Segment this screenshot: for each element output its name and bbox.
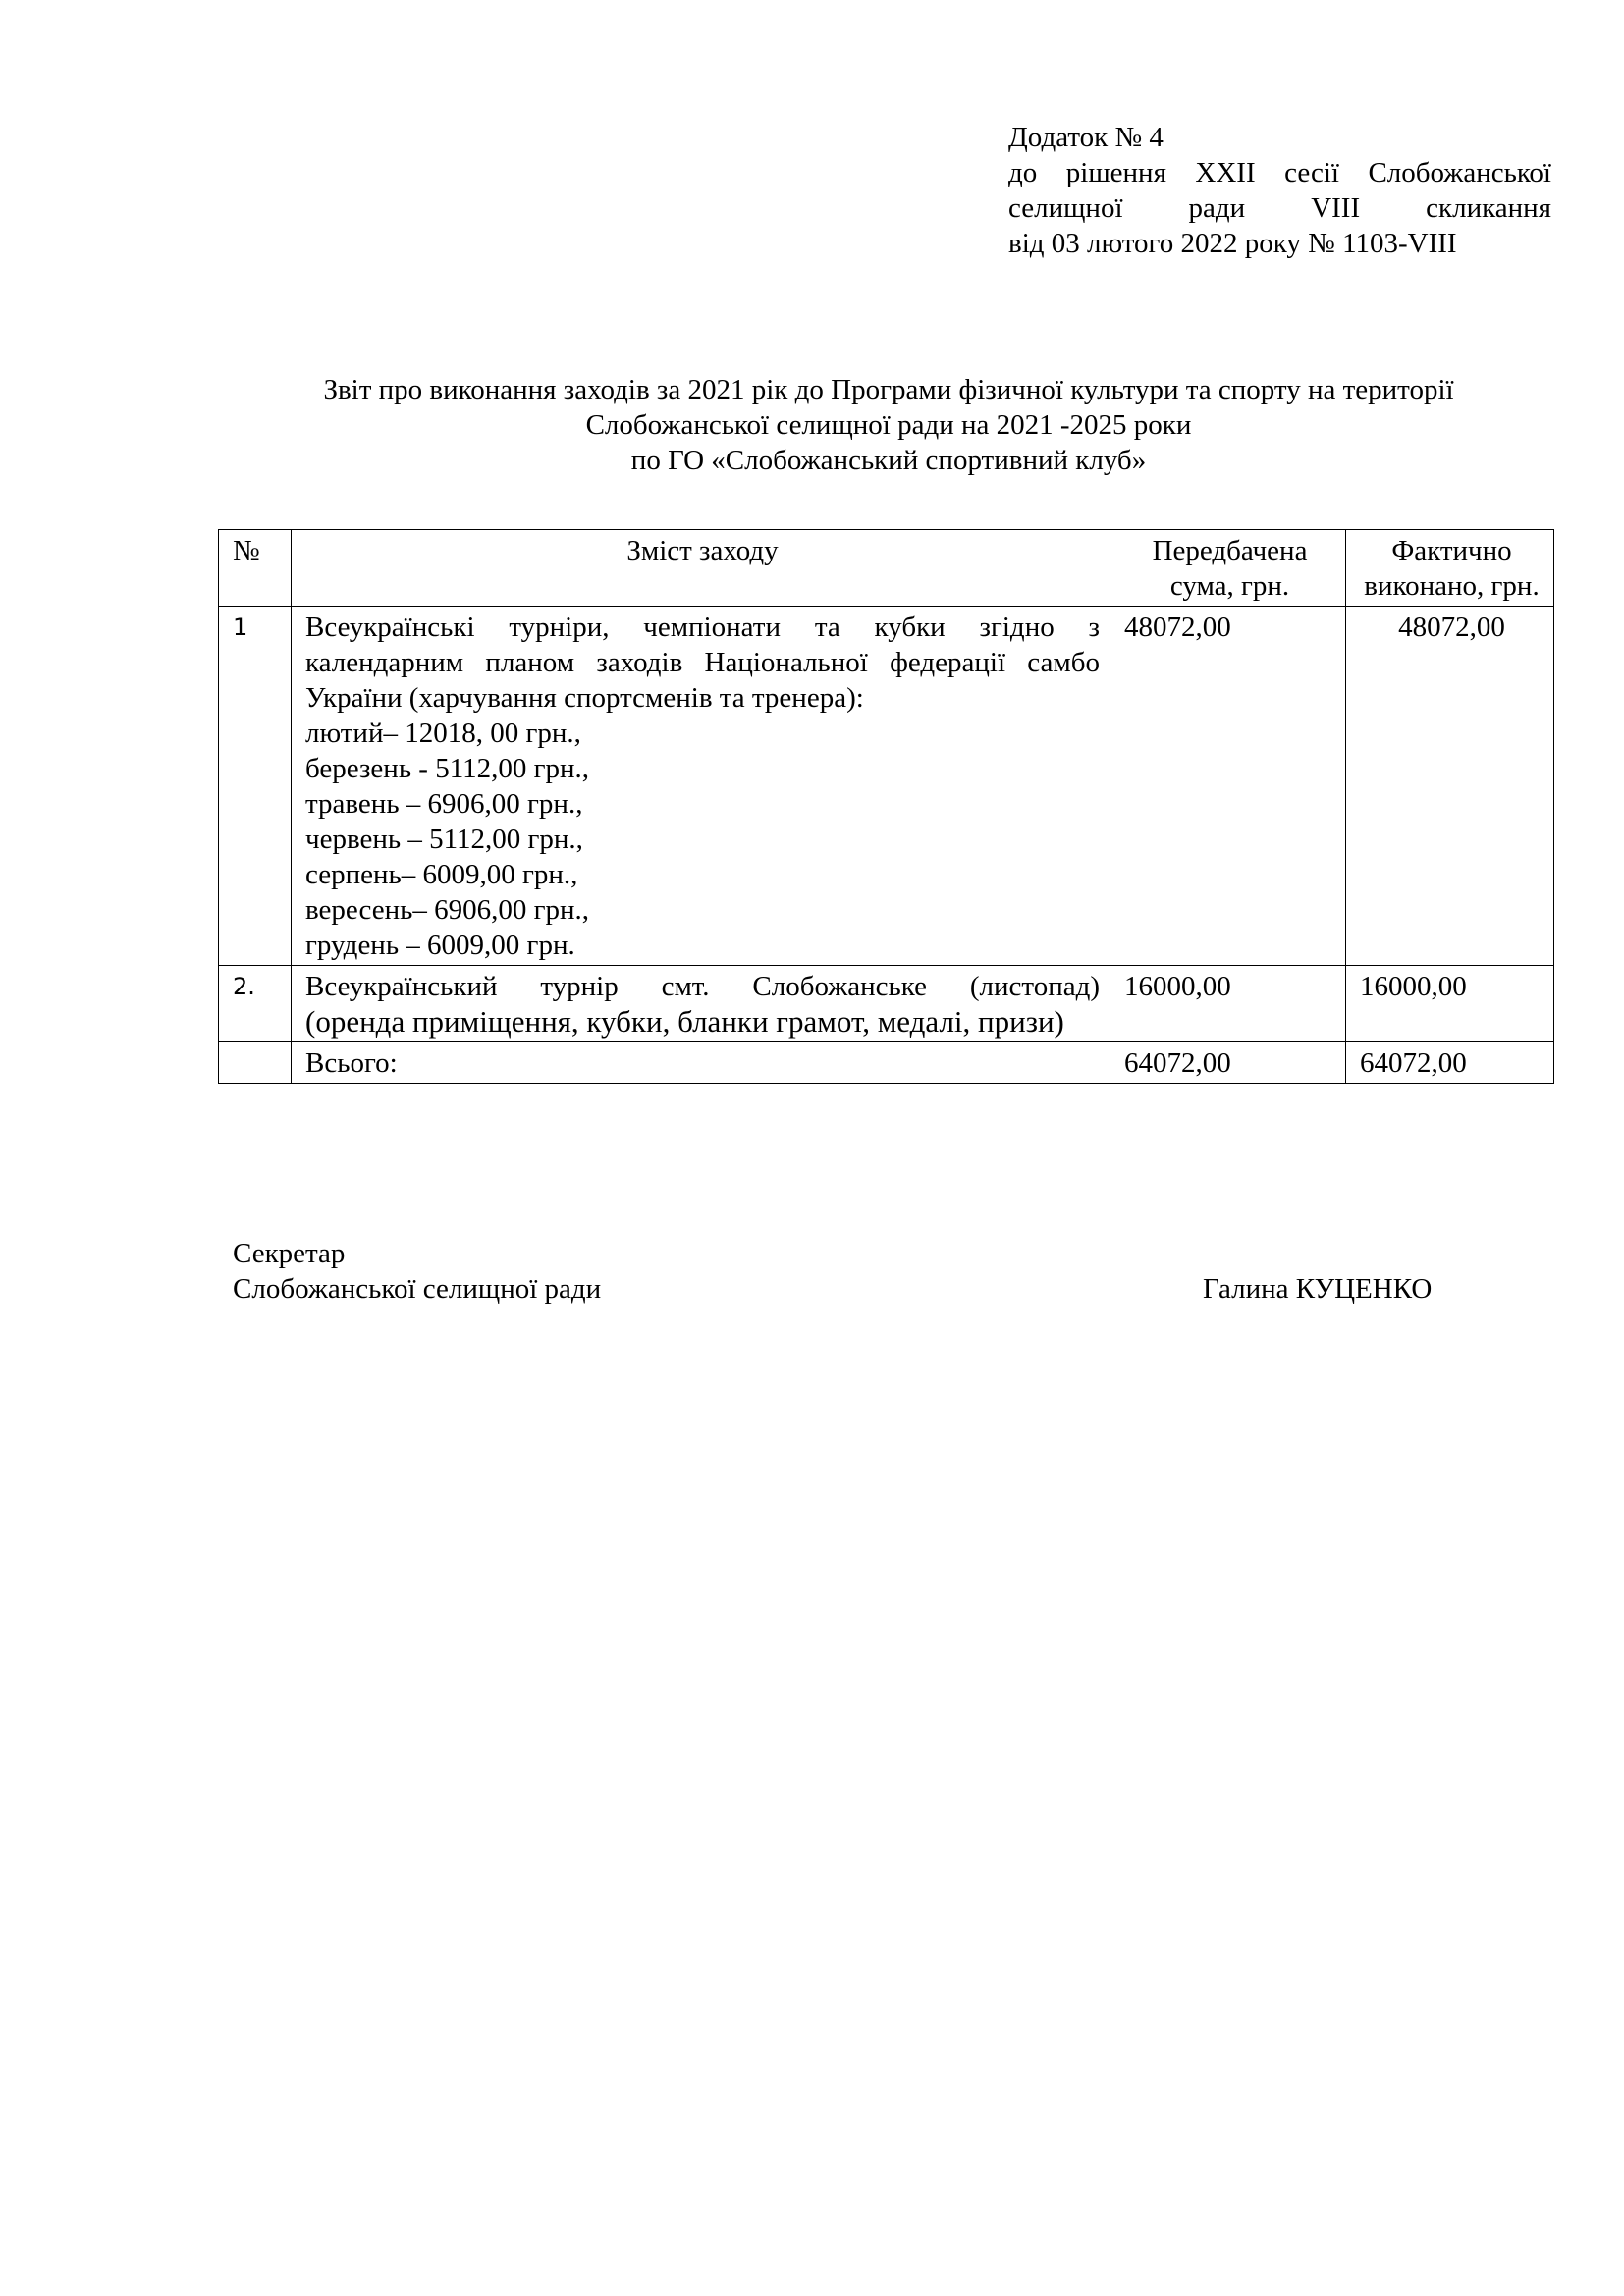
header-actual: Фактично виконано, грн. (1346, 530, 1554, 607)
appendix-date: від 03 лютого 2022 року № 1103-VIII (1008, 228, 1457, 259)
title-line-1: Звіт про виконання заходів за 2021 рік до Програми фізичної культури та спорту на території (323, 374, 1454, 405)
total-actual: 64072,00 (1346, 1042, 1554, 1084)
title-line-3: по ГО «Слобожанський спортивний клуб» (630, 445, 1147, 476)
title-line-2: Слобожанської селищної ради на 2021 -2025 роки (585, 409, 1192, 441)
total-planned: 64072,00 (1110, 1042, 1346, 1084)
header-number: № (219, 530, 292, 607)
row-description-text: Всеукраїнський турнір смт. Слобожанське (листопад) (305, 971, 1100, 1002)
signature-title: Секретар (233, 1238, 346, 1269)
month-item: травень – 6906,00 грн., (305, 788, 583, 820)
row-number: 2. (219, 966, 292, 1042)
table-total-row (219, 1042, 1554, 1084)
row-description (292, 607, 1110, 966)
header-planned: Передбачена сума, грн. (1110, 530, 1346, 607)
report-title (218, 372, 1559, 478)
month-item: лютий– 12018, 00 грн., (305, 718, 581, 749)
appendix-council: селищної ради VIII скликання (1008, 192, 1551, 224)
signature-block (233, 1236, 601, 1307)
month-item: вересень– 6906,00 грн., (305, 894, 589, 926)
appendix-number: Додаток № 4 (1008, 122, 1164, 153)
month-item: серпень– 6009,00 грн., (305, 859, 578, 890)
table-row (219, 607, 1554, 966)
report-table (218, 529, 1554, 1084)
month-item: грудень – 6009,00 грн. (305, 930, 575, 961)
appendix-decision: до рішення XXII сесії Слобожанської (1008, 157, 1551, 188)
row-planned: 16000,00 (1110, 966, 1346, 1042)
signature-org: Слобожанської селищної ради (233, 1273, 602, 1305)
month-item: березень - 5112,00 грн., (305, 753, 590, 784)
row-actual: 16000,00 (1346, 966, 1554, 1042)
signature-name: Галина КУЦЕНКО (1203, 1273, 1433, 1305)
month-item: червень – 5112,00 грн., (305, 824, 583, 855)
row-description-details: (оренда приміщення, кубки, бланки грамот, медалі, призи) (305, 1004, 1064, 1039)
appendix-block (1008, 120, 1551, 261)
row-actual: 48072,00 (1346, 607, 1554, 966)
table-header-row (219, 530, 1554, 607)
table-row (219, 966, 1554, 1042)
row-description (292, 966, 1110, 1042)
total-label: Всього: (292, 1042, 1110, 1084)
header-content: Зміст заходу (292, 530, 1110, 607)
row-number: 1 (219, 607, 292, 966)
row-planned: 48072,00 (1110, 607, 1346, 966)
total-empty-cell (219, 1042, 292, 1084)
row-description-text: Всеукраїнські турніри, чемпіонати та кубки згідно з календарним планом заходів Національної федерації самбо України (харчування спортсменів та тренера): (305, 612, 1100, 714)
